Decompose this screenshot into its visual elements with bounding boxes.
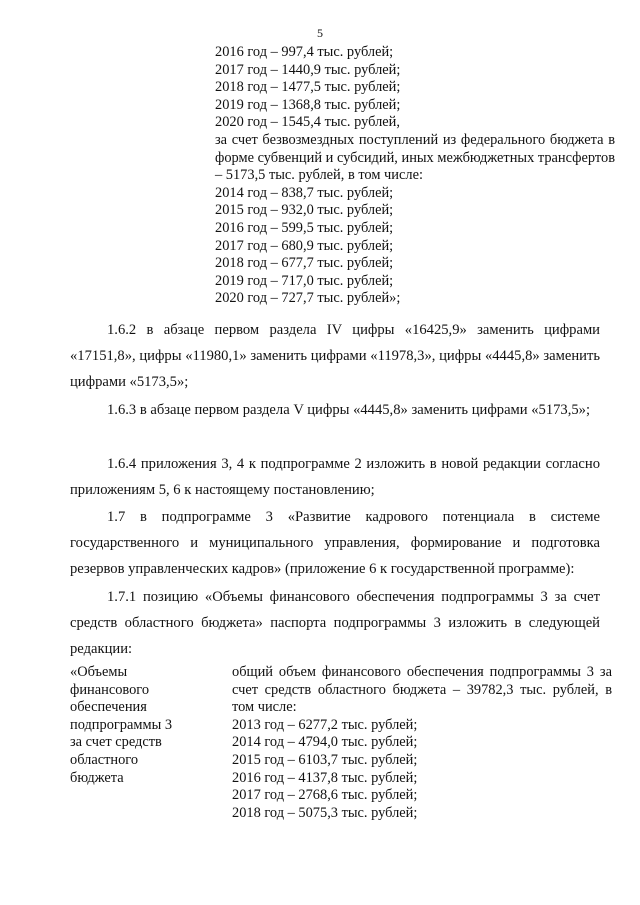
funding-continuation-block	[215, 44, 615, 308]
label-line: подпрограммы 3	[70, 716, 173, 733]
federal-year-line: 2017 год – 680,9 тыс. рублей;	[215, 237, 394, 254]
paragraph-1-6-4: 1.6.4 приложения 3, 4 к подпрограмме 2 изложить в новой редакции согласно приложениям 5, 6 к настоящему постановлению;	[70, 456, 600, 498]
federal-year-line: 2016 год – 599,5 тыс. рублей;	[215, 219, 394, 236]
value-year-line: 2015 год – 6103,7 тыс. рублей;	[232, 751, 418, 768]
year-line: 2016 год – 997,4 тыс. рублей;	[215, 44, 394, 60]
federal-year-line: 2015 год – 932,0 тыс. рублей;	[215, 202, 394, 219]
passport-position-value	[232, 664, 612, 822]
federal-year-line: 2019 год – 717,0 тыс. рублей;	[215, 272, 394, 289]
label-line: финансового	[70, 681, 150, 698]
label-line: бюджета	[70, 769, 124, 786]
label-line: областного	[70, 751, 139, 768]
paragraph-1-7-1: 1.7.1 позицию «Объемы финансового обеспечения подпрограммы 3 за счет средств областного бюджета» паспорта подпрограммы 3 изложить в следующей редакции:	[70, 589, 600, 657]
value-year-line: 2013 год – 6277,2 тыс. рублей;	[232, 716, 418, 733]
value-year-line: 2016 год – 4137,8 тыс. рублей;	[232, 769, 418, 786]
value-year-line: 2018 год – 5075,3 тыс. рублей;	[232, 804, 418, 821]
federal-year-line: 2018 год – 677,7 тыс. рублей;	[215, 255, 394, 272]
year-line: 2020 год – 1545,4 тыс. рублей,	[215, 114, 400, 131]
year-line: 2019 год – 1368,8 тыс. рублей;	[215, 96, 401, 113]
total-funding-text: общий объем финансового обеспечения подпрограммы 3 за счет средств областного бюджета – 39782,3 тыс. рублей, в том числе:	[232, 664, 612, 716]
paragraph-1-6-3: 1.6.3 в абзаце первом раздела V цифры «4445,8» заменить цифрами «5173,5»;	[107, 402, 591, 418]
federal-year-line: 2014 год – 838,7 тыс. рублей;	[215, 184, 394, 201]
paragraph-1-6-2: 1.6.2 в абзаце первом раздела IV цифры «16425,9» заменить цифрами «17151,8», цифры «11980,1» заменить цифрами «11978,3», цифры «4445,8» заменить цифрами «5173,5»;	[70, 322, 600, 390]
value-year-line: 2014 год – 4794,0 тыс. рублей;	[232, 734, 418, 751]
federal-year-line: 2020 год – 727,7 тыс. рублей»;	[215, 290, 401, 307]
paragraph-1-7: 1.7 в подпрограмме 3 «Развитие кадрового потенциала в системе государственного и муниципального управления, формирование и подготовка резервов управленческих кадров» (приложение 6 к государственной программе):	[70, 509, 600, 577]
label-line: за счет средств	[70, 734, 162, 751]
label-line: «Объемы	[70, 664, 128, 680]
year-line: 2017 год – 1440,9 тыс. рублей;	[215, 61, 401, 78]
page-number: 5	[317, 26, 323, 40]
value-year-line: 2017 год – 2768,6 тыс. рублей;	[232, 787, 418, 804]
label-line: обеспечения	[70, 699, 147, 716]
year-line: 2018 год – 1477,5 тыс. рублей;	[215, 79, 401, 96]
passport-position-label	[70, 664, 220, 787]
federal-funding-text: за счет безвозмездных поступлений из федерального бюджета в форме субвенций и субсидий, иных межбюджетных трансфертов – 5173,5 тыс. рублей, в том числе:	[215, 131, 615, 184]
